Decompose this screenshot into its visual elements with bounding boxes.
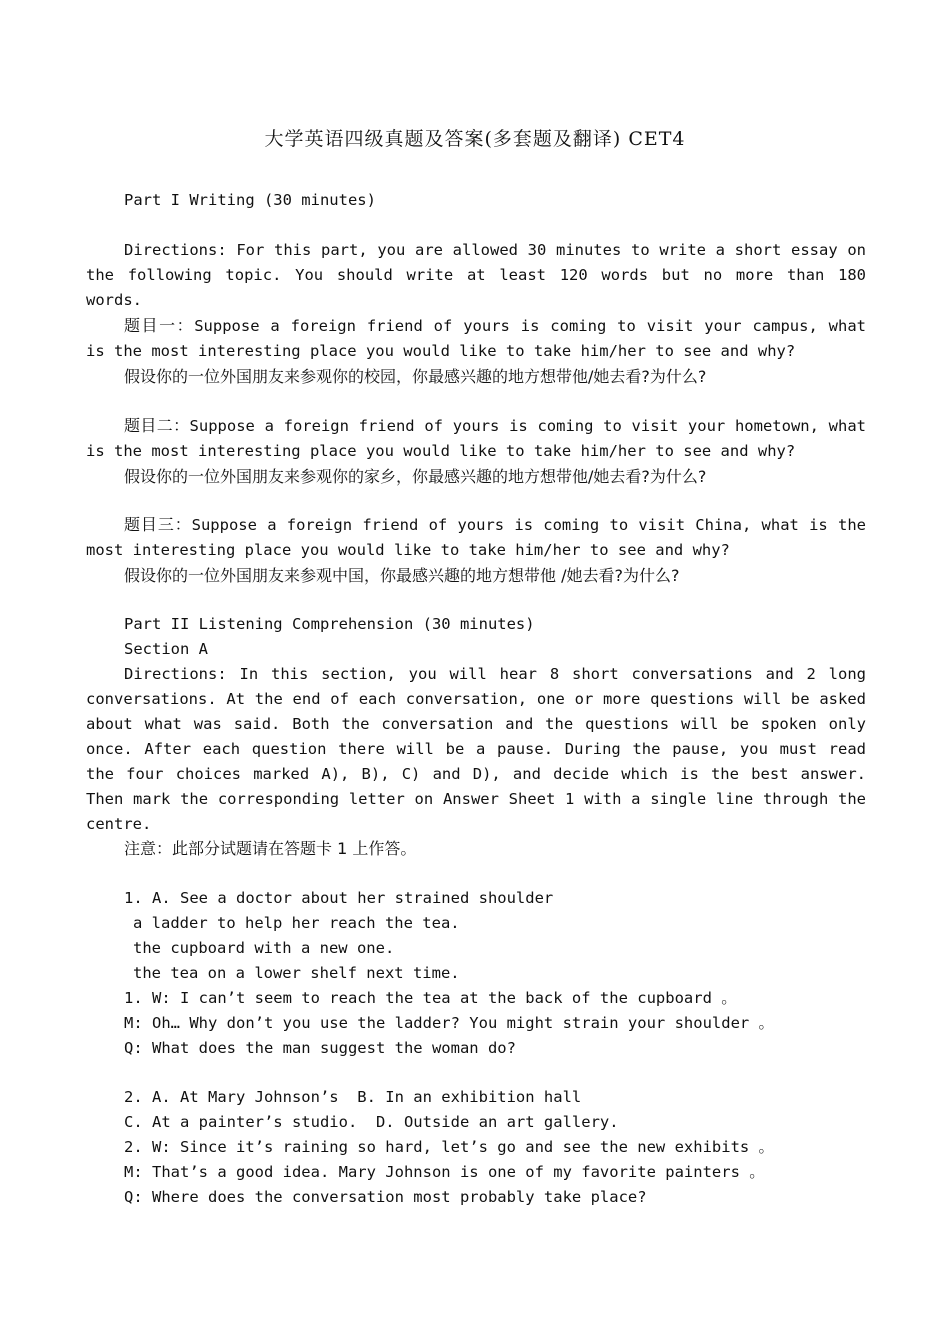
section-a-heading: Section A — [124, 640, 208, 658]
topic-3-en — [86, 512, 876, 563]
topic-2-text: Suppose a foreign friend of yours is coming to visit your hometown, what is the most interesting place you would like to take him/her to see and why? — [86, 417, 876, 460]
document-title: 大学英语四级真题及答案(多套题及翻译) CET4 — [264, 128, 686, 150]
question-1 — [86, 886, 866, 1061]
part1-heading: Part I Writing (30 minutes) — [124, 191, 376, 209]
q2-options-ab: 2. A. At Mary Johnson’s B. In an exhibition hall — [124, 1088, 582, 1106]
topic-3-text: Suppose a foreign friend of yours is coming to visit China, what is the most interesting place you would like to take him/her to see and why? — [86, 516, 876, 559]
part2-directions: Directions: In this section, you will hear 8 short conversations and 2 long conversations. At the end of each conversation, one or more questions will be asked about what was said. Both the conversation and the questions will be spoken only once. After each question there will be a pause. During the pause, you must read the four choices marked A), B), C) and D), and decide which is the best answer. Then mark the corresponding letter on Answer Sheet 1 with a single line through the centre. — [86, 665, 876, 833]
part1-directions-block — [86, 238, 876, 313]
part2-heading: Part II Listening Comprehension (30 minutes) — [124, 615, 535, 633]
topic-1-en — [86, 313, 876, 364]
q2-question: Q: Where does the conversation most probably take place? — [124, 1188, 647, 1206]
q2-man-line: M: That’s a good idea. Mary Johnson is one of my favorite painters 。 — [124, 1163, 765, 1181]
topic-3-zh: 假设你的一位外国朋友来参观中国，你最感兴趣的地方想带他 /她去看?为什么? — [124, 566, 680, 585]
q1-option-a: 1. A. See a doctor about her strained shoulder — [124, 889, 554, 907]
topic-2-label: 题目二： — [124, 416, 190, 435]
part1-directions: Directions: For this part, you are allowed 30 minutes to write a short essay on the following topic. You should write at least 120 words but no more than 180 words. — [86, 241, 876, 309]
q2-woman-line: 2. W: Since it’s raining so hard, let’s go and see the new exhibits 。 — [124, 1138, 775, 1156]
part2-block — [86, 612, 876, 837]
topic-2-zh: 假设你的一位外国朋友来参观你的家乡，你最感兴趣的地方想带他/她去看?为什么? — [124, 467, 707, 486]
topic-2-en — [86, 413, 876, 464]
q1-option-d: the tea on a lower shelf next time. — [133, 964, 460, 982]
q1-woman-line: 1. W: I can’t seem to reach the tea at the back of the cupboard 。 — [124, 989, 737, 1007]
q1-question: Q: What does the man suggest the woman do? — [124, 1039, 516, 1057]
question-2 — [86, 1085, 866, 1210]
topic-3-label: 题目三： — [124, 515, 192, 534]
topic-1-text: Suppose a foreign friend of yours is coming to visit your campus, what is the most interesting place you would like to take him/her to see and why? — [86, 317, 876, 360]
topic-1 — [86, 313, 876, 389]
topic-1-label: 题目一： — [124, 316, 195, 335]
q1-option-c: the cupboard with a new one. — [133, 939, 395, 957]
q1-option-b: a ladder to help her reach the tea. — [133, 914, 460, 932]
topic-1-zh: 假设你的一位外国朋友来参观你的校园，你最感兴趣的地方想带他/她去看?为什么? — [124, 367, 707, 386]
q1-man-line: M: Oh… Why don’t you use the ladder? You might strain your shoulder 。 — [124, 1014, 775, 1032]
q2-options-cd: C. At a painter’s studio. D. Outside an art gallery. — [124, 1113, 619, 1131]
answer-note-block — [86, 836, 866, 861]
answer-note: 注意：此部分试题请在答题卡 1 上作答。 — [124, 839, 417, 858]
topic-2 — [86, 413, 876, 489]
part1-heading-block — [86, 188, 866, 213]
topic-3 — [86, 512, 876, 588]
